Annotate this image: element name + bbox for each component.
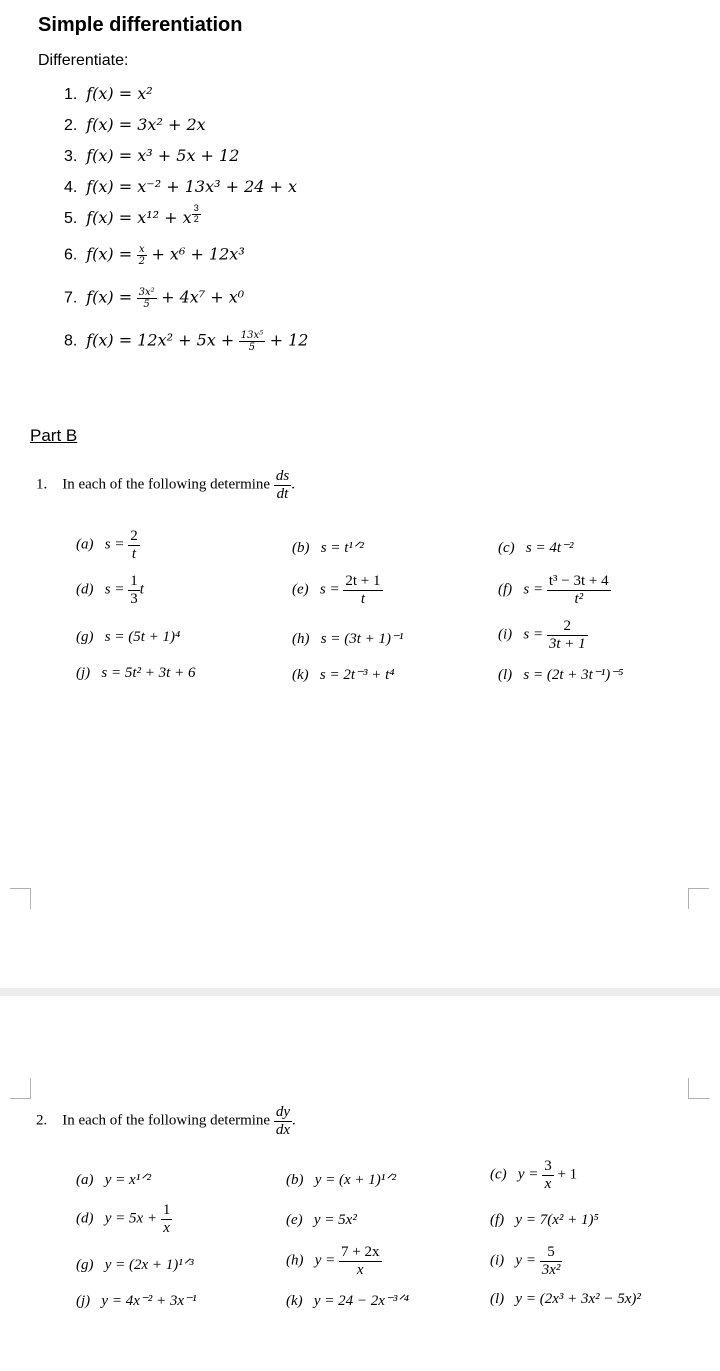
item-number: 5. [64, 210, 78, 227]
question-number: 2. [36, 1112, 48, 1129]
subquestion-d: (d) y = 5x + $\frac{1}{x}$ [76, 1202, 171, 1236]
fraction: $\frac{3}{x}$ [544, 1158, 552, 1192]
item-number: 7. [64, 289, 78, 307]
subquestion-g: (g) s = (5t + 1)⁴ [76, 629, 181, 645]
subquestion-b: (b) y = (x + 1)¹ᐟ² [286, 1172, 397, 1188]
subquestion-a: (a) y = x¹ᐟ² [76, 1172, 152, 1188]
list-item: 8. f(x) = 12x² + 5x + $\frac{\text{13x⁵}}{5}$ + 12 [64, 330, 309, 353]
item-number: 6. [64, 246, 78, 264]
subquestion-l: (l) s = (2t + 3t⁻¹)⁻⁵ [498, 667, 624, 683]
subquestion-k: (k) s = 2t⁻³ + t⁴ [292, 667, 395, 683]
subquestion-d: (d) s = $\frac{1}{3}$ t [76, 573, 144, 607]
subquestion-i: (i) s = $\frac{2}{3t + 1}$ [498, 618, 586, 652]
list-item: 6. f(x) = $\frac{x}{2}$ + x⁶ + 12x³ [64, 244, 245, 267]
list-item [64, 84, 153, 104]
subquestion-f: (f) s = $\frac{\text{t³ − 3t + 4}}{\text{t²}}$ [498, 573, 609, 607]
subquestion-f: (f) y = 7(x² + 1)⁵ [490, 1212, 599, 1228]
subquestion-c: (c) y = $\frac{3}{x}$ + 1 [490, 1158, 578, 1192]
fraction: $\frac{5}{\text{3x²}}$ [541, 1244, 561, 1278]
subquestion-j: (j) s = 5t² + 3t + 6 [76, 665, 196, 681]
list-item [64, 115, 206, 135]
item-number: 1. [64, 86, 78, 103]
subquestion-a: (a) s = $\frac{2}{t}$ [76, 528, 138, 562]
item-number: 4. [64, 179, 78, 196]
fraction: $\frac{2t + 1}{t}$ [345, 573, 381, 607]
question-number: 1. [36, 476, 48, 493]
derivative-fraction: $\frac{ds}{dt}$ [275, 468, 290, 502]
fraction: $\frac{1}{x}$ [162, 1202, 171, 1236]
page-break [0, 988, 720, 996]
item-expression: f(x) = x¹² + x [86, 208, 192, 227]
fraction: $\frac{1}{3}$ [130, 573, 138, 607]
instruction: Differentiate: [38, 52, 129, 69]
list-item [64, 177, 297, 197]
subquestion-e: (e) s = $\frac{2t + 1}{t}$ [292, 573, 381, 607]
subquestion-h: (h) y = $\frac{7 + 2x}{x}$ [286, 1244, 380, 1278]
list-item: 7. f(x) = $\frac{\text{3x²}}{5}$ + 4x⁷ + x⁰ [64, 287, 245, 310]
subquestion-e: (e) y = 5x² [286, 1212, 357, 1228]
subquestion-j: (j) y = 4x⁻² + 3x⁻¹ [76, 1293, 197, 1309]
fraction: $\frac{\text{3x²}}{5}$ [138, 287, 155, 310]
list-item [64, 146, 239, 166]
subquestion-g: (g) y = (2x + 1)¹ᐟ³ [76, 1257, 194, 1273]
subquestion-b: (b) s = t¹ᐟ² [292, 540, 364, 556]
subquestion-l: (l) y = (2x³ + 3x² − 5x)² [490, 1291, 641, 1307]
list-item [64, 203, 201, 228]
question-1: 1. In each of the following determine $\frac{ds}{dt}$ . [36, 468, 295, 502]
item-number: 8. [64, 332, 78, 350]
question-2: 2. In each of the following determine $\frac{dy}{dx}$ . [36, 1104, 296, 1138]
page-corner-marker [688, 1078, 709, 1099]
question-text: In each of the following determine [62, 476, 271, 493]
question-text: In each of the following determine [62, 1112, 271, 1129]
fraction-exponent: $\frac{3}{2}$ [193, 203, 199, 224]
item-expression: f(x) = x⁻² + 13x³ + 24 + x [86, 177, 298, 196]
page-corner-marker [10, 888, 31, 909]
item-expression: f(x) = 3x² + 2x [86, 115, 206, 134]
item-expression: f(x) = x² [86, 84, 153, 103]
page-corner-marker [688, 888, 709, 909]
subquestion-k: (k) y = 24 − 2x⁻³ᐟ⁴ [286, 1293, 409, 1309]
derivative-fraction: $\frac{dy}{dx}$ [275, 1104, 291, 1138]
item-number: 2. [64, 117, 78, 134]
fraction: $\frac{2}{t}$ [130, 528, 138, 562]
fraction: $\frac{x}{2}$ [138, 244, 145, 267]
fraction: $\frac{\text{t³ − 3t + 4}}{\text{t²}}$ [548, 573, 609, 607]
fraction: $\frac{2}{3t + 1}$ [548, 618, 586, 652]
page-title: Simple differentiation [38, 14, 243, 36]
fraction: $\frac{7 + 2x}{x}$ [341, 1244, 380, 1278]
subquestion-i: (i) y = $\frac{5}{\text{3x²}}$ [490, 1244, 561, 1278]
fraction: $\frac{\text{13x⁵}}{5}$ [240, 330, 264, 353]
page-corner-marker [10, 1078, 31, 1099]
subquestion-h: (h) s = (3t + 1)⁻¹ [292, 631, 404, 647]
item-expression: f(x) = x³ + 5x + 12 [86, 146, 240, 165]
item-number: 3. [64, 148, 78, 165]
subquestion-c: (c) s = 4t⁻² [498, 540, 574, 556]
section-heading: Part B [30, 426, 78, 445]
